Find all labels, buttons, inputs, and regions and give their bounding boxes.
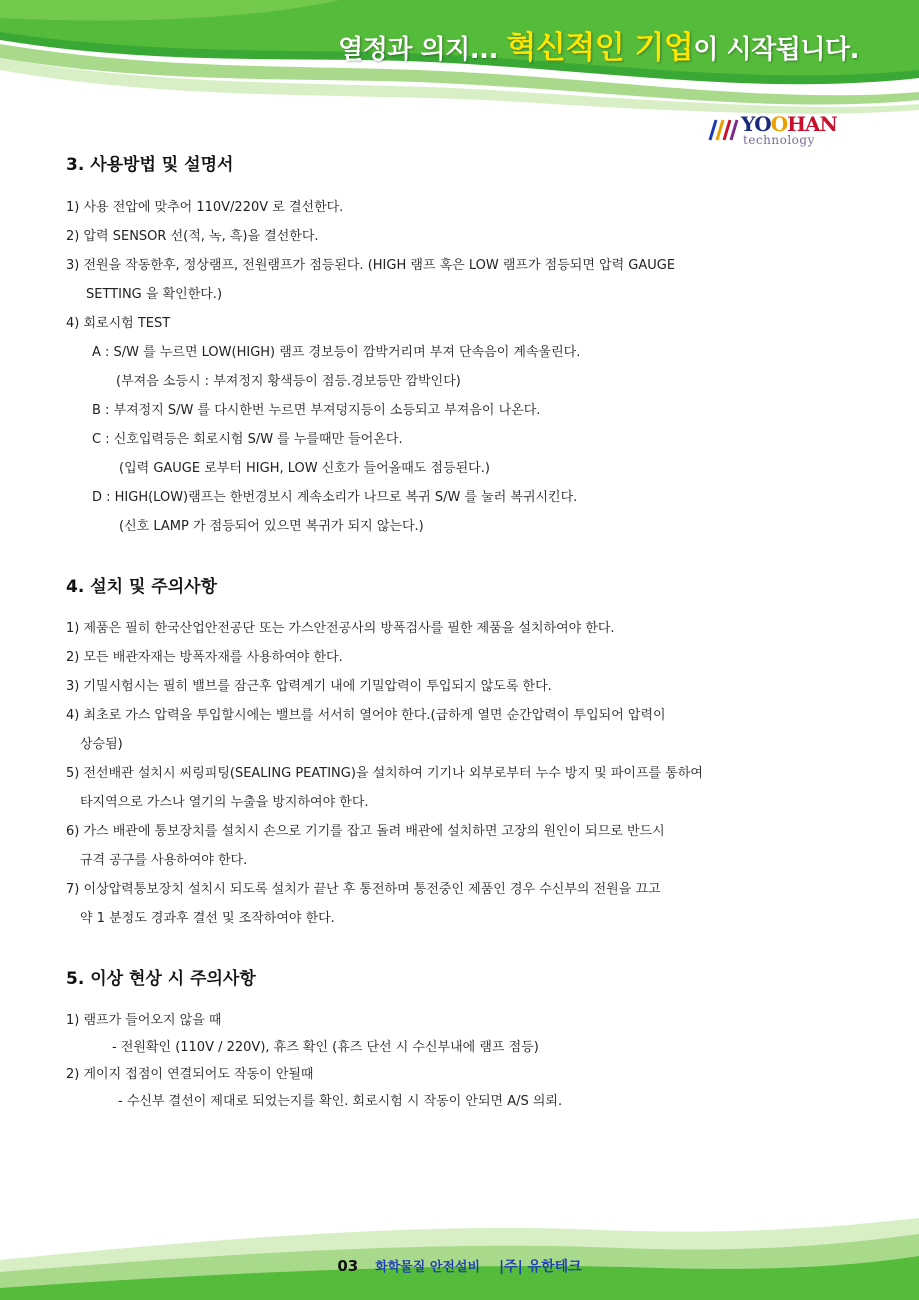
list-item: 상승됨) xyxy=(80,737,123,752)
list-item: C : 신호입력등은 회로시험 S/W 를 누를때만 들어온다. xyxy=(92,432,403,447)
list-item: SETTING 을 확인한다.) xyxy=(86,287,223,302)
section-usage xyxy=(66,150,866,536)
list-item: 2) 압력 SENSOR 선(적, 녹, 흑)을 결선한다. xyxy=(66,229,319,244)
list-item: 4) 회로시험 TEST xyxy=(66,316,171,331)
list-item: 1) 사용 전압에 맞추어 110V/220V 로 결선한다. xyxy=(66,200,344,215)
list-item: B : 부져정지 S/W 를 다시한번 누르면 부져덩지등이 소등되고 부져음이 나온다. xyxy=(92,403,541,418)
section-installation xyxy=(66,572,866,928)
list-item: 3) 기밀시험시는 필히 밸브를 잠근후 압력계기 내에 기밀압력이 투입되지 않도록 한다. xyxy=(66,679,552,694)
list-item: A : S/W 를 누르면 LOW(HIGH) 램프 경보등이 깜박거리며 부져 단속음이 계속울린다. xyxy=(92,345,581,360)
footer-company: 유한테크 xyxy=(527,1259,582,1275)
list-item: 6) 가스 배관에 통보장치를 설치시 손으로 기기를 잡고 돌려 배관에 설치하면 고장의 원인이 되므로 반드시 xyxy=(66,824,665,839)
footer-category: 화학물질 안전설비 xyxy=(375,1260,481,1275)
list-item: D : HIGH(LOW)램프는 한번경보시 계속소리가 나므로 복귀 S/W 를 눌러 복귀시킨다. xyxy=(92,490,578,505)
page-number: 03 xyxy=(337,1257,359,1275)
section-title: 4. 설치 및 주의사항 xyxy=(66,577,217,597)
footer-wave-graphic xyxy=(0,1210,919,1300)
logo-stripes-icon xyxy=(707,116,739,142)
list-item: 5) 전선배관 설치시 씨링피팅(SEALING PEATING)을 설치하여 기기나 외부로부터 누수 방지 및 파이프를 통하여 xyxy=(66,766,703,781)
list-item: 1) 제품은 필히 한국산업안전공단 또는 가스안전공사의 방폭검사를 필한 제품을 설치하여야 한다. xyxy=(66,621,615,636)
list-item: 약 1 분정도 경과후 결선 및 조작하여야 한다. xyxy=(80,911,335,926)
list-item: (신호 LAMP 가 점등되어 있으면 복귀가 되지 않는다.) xyxy=(119,519,424,534)
slogan-post: 이 시작됩니다. xyxy=(693,35,859,65)
list-item: 7) 이상압력통보장치 설치시 되도록 설치가 끝난 후 통전하며 통전중인 제품인 경우 수신부의 전원을 끄고 xyxy=(66,882,661,897)
slogan-highlight: 혁신적인 기업 xyxy=(506,30,694,66)
list-item: 2) 게이지 접점이 연결되어도 작동이 안될때 xyxy=(66,1067,314,1082)
list-item: 타지역으로 가스나 열기의 누출을 방지하여야 한다. xyxy=(80,795,369,810)
list-item: 1) 램프가 들어오지 않을 때 xyxy=(66,1013,222,1028)
list-item: 3) 전원을 작동한후, 정상램프, 전원램프가 점등된다. (HIGH 램프 혹은 LOW 램프가 점등되면 압력 GAUGE xyxy=(66,258,676,273)
footer-separator: |주| xyxy=(498,1259,523,1275)
list-item: 4) 최초로 가스 압력을 투입할시에는 밸브를 서서히 열어야 한다.(급하게 열면 순간압력이 투입되어 압력이 xyxy=(66,708,666,723)
header-slogan xyxy=(338,22,859,67)
list-item: 규격 공구를 사용하여야 한다. xyxy=(80,853,248,868)
list-item: (입력 GAUGE 로부터 HIGH, LOW 신호가 들어올때도 점등된다.) xyxy=(119,461,490,476)
section-title: 5. 이상 현상 시 주의사항 xyxy=(66,969,256,989)
company-logo xyxy=(707,112,847,150)
section-troubleshooting xyxy=(66,964,866,1111)
list-item: 2) 모든 배관자재는 방폭자재를 사용하여야 한다. xyxy=(66,650,343,665)
list-item: - 전원확인 (110V / 220V), 휴즈 확인 (휴즈 단선 시 수신부내에 램프 점등) xyxy=(112,1040,539,1055)
logo-text-b: O xyxy=(770,112,788,136)
logo-subtitle: technology xyxy=(743,133,815,147)
list-item: (부져음 소등시 : 부져정지 황색등이 점등.경보등만 깜박인다) xyxy=(116,374,461,389)
slogan-pre: 열정과 의지... xyxy=(338,35,507,65)
document-body xyxy=(66,150,866,1111)
logo-text-a: YO xyxy=(741,112,771,136)
list-item: - 수신부 결선이 제대로 되었는지를 확인. 회로시험 시 작동이 안되면 A/S 의뢰. xyxy=(118,1094,563,1109)
logo-text-c: HAN xyxy=(787,112,837,136)
section-title: 3. 사용방법 및 설명서 xyxy=(66,155,234,175)
page-footer xyxy=(0,1256,919,1276)
